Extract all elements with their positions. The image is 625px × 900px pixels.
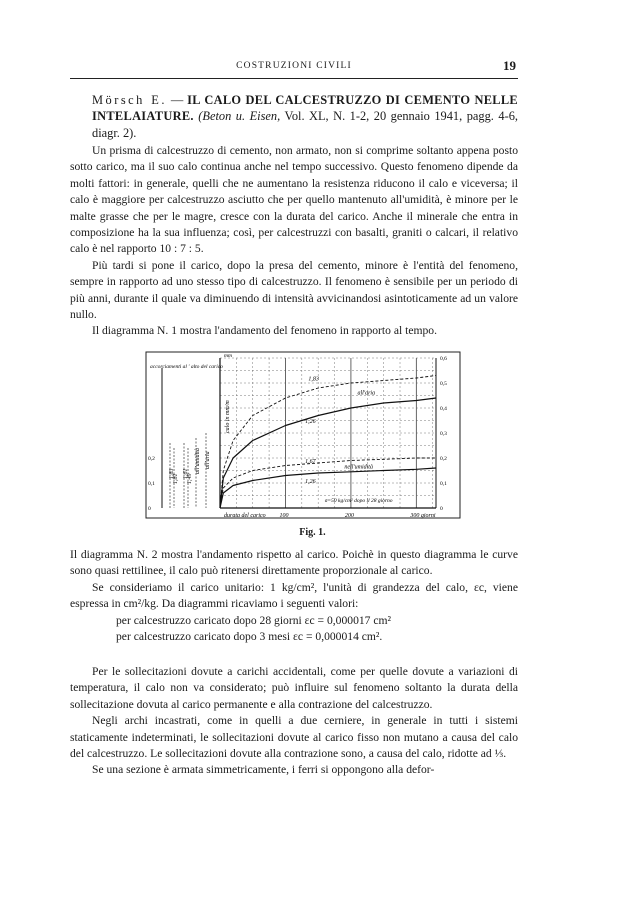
left-bar-label: 1,61	[183, 468, 189, 479]
left-bar-label: 1,49	[187, 473, 193, 484]
x-tick-label: 100	[279, 513, 289, 519]
article-heading	[70, 92, 518, 141]
body-section-1	[70, 143, 518, 340]
y-axis-left-label: accorciamenti al ' alto del carico	[150, 364, 223, 370]
right-tick-label: 0	[440, 506, 443, 512]
article-citation-journal: (Beton u. Eisen,	[198, 109, 281, 124]
paragraph: Il diagramma N. 2 mostra l'andamento rispetto al carico. Poichè in questo diagramma le curve sono quasi rettilinee, il calo può ritenersi direttamente proporzionale al carico.	[70, 548, 518, 578]
series-label: nell'umidità	[344, 464, 373, 471]
paragraph: Più tardi si pone il carico, dopo la presa del cemento, minore è l'entità del fenomeno, sempre in rapporto ad uno stesso tipo di calcestruzzo. Il fenomeno è sensibile per un periodo di più anni, durante il quale va diminuendo di intensità avvicinandosi asintoticamente ad un valore nullo.	[70, 258, 518, 322]
paragraph: Un prisma di calcestruzzo di cemento, non armato, non si comprime soltanto appena posto sotto carico, ma il suo calo continua anche nel tempo successivo. Questo fenomeno dipende da molti fattori: in generale, quelli che ne aumentano la resistenza riducono il calo e viceversa; il calo è maggiore per calcestruzzo asciutto che per quello mantenuto all'umidità, è minore per le malte grasse che per le magre, cresce con la durata del carico. Anche il minerale che entra in composizione ha la sua influenza; così, per calcestruzzi con basalti, graniti o calcari, il relativo calo è nel rapporto 10 : 7 : 5.	[70, 144, 518, 256]
running-head	[70, 60, 518, 79]
body-section-3	[70, 664, 518, 779]
x-tick-label: 200	[344, 513, 354, 519]
left-tick-label: 0,2	[148, 456, 155, 462]
y-axis-inner-label: calo in mm/m	[225, 400, 231, 433]
chart-frame	[146, 352, 460, 518]
series-value-label: 1,83	[308, 376, 319, 383]
article-title: IL CALO DEL CALCESTRUZZO DI CEMENTO NELLE INTELAIATURE.	[92, 93, 518, 124]
formula-line: per calcestruzzo caricato dopo 28 giorni εc = 0,000017 cm²	[116, 613, 392, 627]
paragraph: Negli archi incastrati, come in quelli a due cerniere, in generale in tutti i sistemi staticamente indeterminati, le sollecitazioni dovute al carico fisso non mutano a causa del calo del calcestruzzo. Le sollecitazioni dovute alla contrazione sono, a causa del calo, ridotte ad ⅓.	[70, 714, 518, 761]
right-tick-label: 0,6	[440, 356, 447, 362]
left-bar-label: 1,83	[169, 468, 175, 479]
right-tick-label: 0,5	[440, 381, 447, 387]
page-number: 19	[503, 58, 516, 73]
chart-annotation: σ=50 kg/cm² dopo il 28 giorno	[324, 498, 393, 504]
series-value-label: 1,26	[305, 479, 316, 485]
paragraph: Il diagramma N. 1 mostra l'andamento del fenomeno in rapporto al tempo.	[92, 324, 437, 338]
body-section-2	[70, 547, 518, 645]
paragraph: Se consideriamo il carico unitario: 1 kg/cm², l'unità di grandezza del calo, εc, viene espressa in cm²/kg. Da diagrammi ricaviamo i seguenti valori:	[70, 580, 518, 611]
left-tick-label: 0,1	[148, 481, 155, 487]
left-tick-label: 0	[148, 506, 151, 512]
x-tick-label: 300 giorni	[410, 513, 436, 519]
series-line-0	[220, 398, 436, 508]
article-citation-rest: Vol. XL, N. 1-2, 20 gennaio 1941, pagg. 4-6, diagr. 2).	[92, 109, 518, 140]
running-title: COSTRUZIONI CIVILI	[236, 61, 352, 71]
series-value-label: 1,26	[305, 419, 316, 425]
shrinkage-chart	[144, 346, 462, 520]
left-bar-label: 1,81	[173, 473, 179, 484]
figure-1	[144, 346, 462, 520]
x-axis-label: durata del carico	[224, 513, 266, 519]
top-unit-label: mm	[224, 353, 232, 359]
paragraph: Per le sollecitazioni dovute a carichi accidentali, come per quelle dovute a variazioni di temperatura, il calo non va considerato; può influire sul fenomeno soltanto la durata della sollecitazione dovuta al carico permanente e alla contrazione del calcestruzzo.	[70, 665, 518, 711]
figure-caption: Fig. 1.	[299, 527, 326, 538]
series-value-label: 1,67	[305, 459, 316, 465]
paragraph: Se una sezione è armata simmetricamente, i ferri si oppongono alla defor-	[92, 763, 435, 777]
formula-line: per calcestruzzo caricato dopo 3 mesi εc = 0,000014 cm².	[116, 630, 383, 644]
right-tick-label: 0,1	[440, 481, 447, 487]
article-author: Mörsch E.	[92, 93, 167, 107]
right-tick-label: 0,4	[440, 406, 447, 412]
series-label: all'aria	[357, 390, 376, 397]
right-tick-label: 0,3	[440, 431, 447, 437]
right-tick-label: 0,2	[440, 456, 447, 462]
article-dash: —	[170, 93, 184, 107]
left-bar-label: all'umidità	[195, 448, 201, 474]
left-bar-label: all'aria	[205, 451, 211, 469]
